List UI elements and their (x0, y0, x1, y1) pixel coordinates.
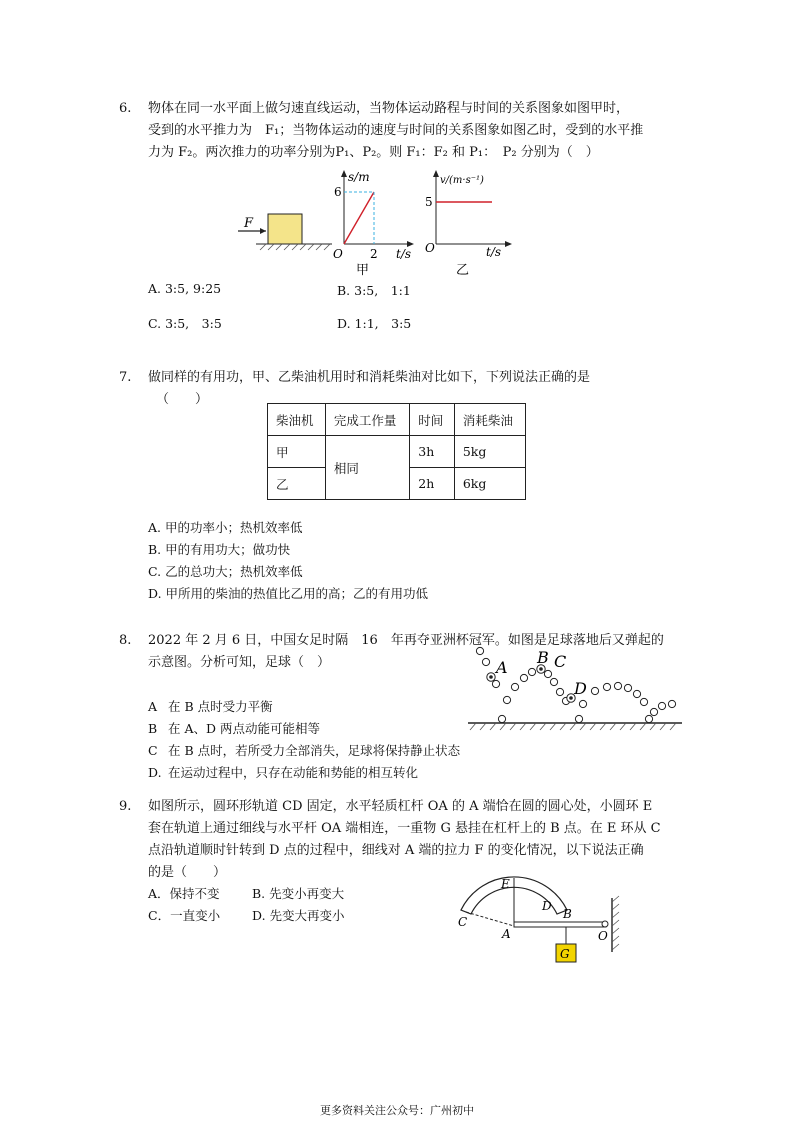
graph-caption: 甲 (356, 263, 370, 278)
point-label-o: O (598, 929, 608, 943)
table-cell: 相同 (325, 436, 409, 500)
question-number: 7. (119, 370, 132, 385)
option-text: 在 B 点时受力平衡 (168, 699, 273, 714)
question-text: 做同样的有用功，甲、乙柴油机用时和消耗柴油对比如下，下列说法正确的是 (148, 370, 591, 385)
point-label-c: C (554, 652, 567, 671)
point-label-c: C (458, 915, 468, 929)
option-b[interactable]: B. 先变小再变大 (252, 886, 345, 901)
option-d[interactable]: D. 先变大再变小 (252, 908, 345, 923)
option-c[interactable] (148, 741, 460, 759)
option-b[interactable] (148, 719, 320, 737)
question-text: 套在轨道上通过细线与水平杆 OA 端相连，一重物 G 悬挂在杠杆上的 B 点。在 E 环从 C (148, 821, 661, 836)
point-label-b: B (563, 907, 572, 921)
tick-label-x: 2 (370, 247, 378, 261)
question-text: 力为 F₂。两次推力的功率分别为P₁、P₂。则 F₁：F₂ 和 P₁： P₂ 分别为（ ） (148, 145, 599, 160)
graph-s-t (330, 168, 420, 278)
graph-v-t (422, 166, 522, 278)
point-label-e: E (501, 877, 510, 891)
question-number: 9. (119, 799, 132, 814)
engine-table (267, 403, 526, 500)
block (268, 214, 302, 244)
option-letter: C (148, 743, 158, 758)
table-header-row (268, 404, 526, 436)
point-label-d: D (574, 679, 587, 698)
table-cell: 6kg (454, 468, 525, 500)
option-letter: A (148, 699, 158, 714)
table-header: 时间 (410, 404, 455, 436)
question-text: 受到的水平推力为 F₁；当物体运动的速度与时间的关系图象如图乙时，受到的水平推 (148, 123, 644, 138)
lever-track-figure (452, 858, 632, 970)
table-cell: 乙 (268, 468, 326, 500)
pivot (602, 921, 608, 927)
option-a[interactable]: A. 3:5, 9:25 (148, 281, 222, 296)
table-row (268, 436, 526, 468)
question-number: 6. (119, 101, 132, 116)
point-label-a: A (496, 658, 508, 677)
tick-label-y: 6 (334, 185, 342, 199)
tick-label-y: 5 (425, 195, 433, 209)
option-a[interactable]: A．保持不变 (148, 886, 220, 901)
force-label: F (244, 216, 254, 231)
table-cell: 甲 (268, 436, 326, 468)
s-t-line (344, 192, 374, 244)
question-text: （ ） (156, 392, 209, 407)
question-text: 示意图。分析可知，足球（ ） (148, 655, 331, 670)
table-cell: 2h (410, 468, 455, 500)
question-text: 的是（ ） (148, 865, 227, 880)
option-d[interactable]: D. 甲所用的柴油的热值比乙用的高；乙的有用功低 (148, 586, 429, 601)
option-d[interactable] (148, 763, 418, 781)
question-text: 2022 年 2 月 6 日，中国女足时隔 16 年再夺亚洲杯冠军。如图是足球落地后又弹起的 (148, 633, 664, 648)
option-b[interactable]: B. 甲的有用功大；做功快 (148, 542, 291, 557)
weight-label: G (560, 947, 570, 961)
question-text: 物体在同一水平面上做匀速直线运动，当物体运动路程与时间的关系图象如图甲时， (148, 101, 630, 116)
question-text: 点沿轨道顺时针转到 D 点的过程中，细线对 A 端的拉力 F 的变化情况，以下说法正确 (148, 843, 644, 858)
table-header: 消耗柴油 (454, 404, 525, 436)
option-text: 在 B 点时，若所受力全部消失，足球将保持静止状态 (168, 743, 461, 758)
question-number: 8. (119, 633, 132, 648)
point-label-b: B (537, 648, 549, 667)
option-text: 在 A、D 两点动能可能相等 (168, 721, 320, 736)
axis-label-y: s/m (348, 170, 370, 184)
option-b[interactable]: B. 3:5, 1:1 (337, 283, 411, 298)
question-text: 如图所示，圆环形轨道 CD 固定，水平轻质杠杆 OA 的 A 端恰在圆的圆心处，小圆环 E (148, 799, 653, 814)
option-d[interactable]: D. 1:1, 3:5 (337, 316, 412, 331)
graph-caption: 乙 (456, 263, 470, 278)
option-c[interactable]: C. 乙的总功大；热机效率低 (148, 564, 303, 579)
option-text: 在运动过程中，只存在动能和势能的相互转化 (168, 765, 419, 780)
axis-label-x: t/s (486, 245, 502, 259)
table-header: 柴油机 (268, 404, 326, 436)
option-letter: D. (148, 765, 162, 780)
point-label-d: D (542, 899, 552, 913)
point-label-a: A (502, 927, 511, 941)
bouncing-ball-figure (466, 642, 688, 734)
table-cell: 3h (410, 436, 455, 468)
option-c[interactable]: C. 3:5, 3:5 (148, 316, 222, 331)
option-a[interactable]: A. 甲的功率小；热机效率低 (148, 520, 303, 535)
origin-label: O (425, 241, 435, 255)
page-footer: 更多资料关注公众号：广州初中 (320, 1104, 474, 1117)
axis-label-x: t/s (396, 247, 412, 261)
arrow-head-icon (260, 228, 266, 234)
table-cell: 5kg (454, 436, 525, 468)
block-force-figure (236, 210, 336, 252)
origin-label: O (333, 247, 343, 261)
option-a[interactable] (148, 697, 273, 715)
string-line (466, 912, 514, 926)
table-header: 完成工作量 (325, 404, 409, 436)
option-letter: B (148, 721, 158, 736)
option-c[interactable]: C．一直变小 (148, 908, 221, 923)
lever-bar (514, 922, 606, 927)
axis-label-y: v/(m·s⁻¹) (440, 175, 484, 186)
